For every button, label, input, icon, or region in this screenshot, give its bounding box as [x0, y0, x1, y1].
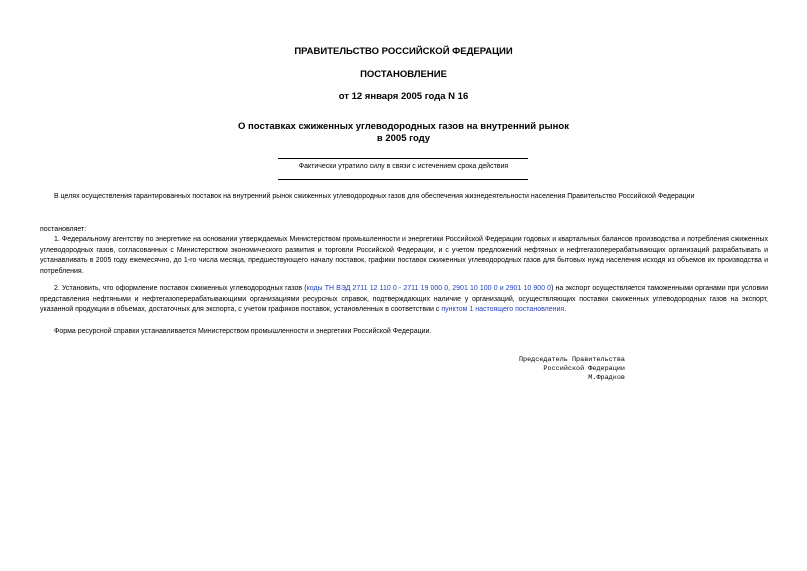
- clause-2-text-a: 2. Установить, что оформление поставок сжиженных углеводородных газов (: [54, 285, 307, 292]
- signatory-name: М.Фрадков: [588, 374, 625, 383]
- customs-codes-link[interactable]: коды ТН ВЭД 2711 12 110 0 - 2711 19 000 0, 2901 10 100 0 и 2901 10 900 0: [306, 285, 552, 292]
- status-note: Фактически утратило силу в связи с истечением срока действия: [298, 163, 509, 170]
- clause-1-reference-link[interactable]: пунктом 1 настоящего постановления: [441, 306, 565, 314]
- clause-2-text-c: .: [564, 306, 567, 314]
- signature-block: [470, 356, 625, 384]
- clause-2-text-b: ) на экспорт осуществляется таможенными органами при условии представления нефтяными и нефтегазоперерабатывающими организациями ресурсных справок, подтверждающих наличие у организаций, осуществляющих поставки сжиженных углеводородных газов на экспорт, указанной продукции в объемах, достаточных для экспорта, с учетом графиков поставок, установленных в соответствии с: [40, 285, 768, 314]
- issuer-heading: ПРАВИТЕЛЬСТВО РОССИЙСКОЙ ФЕДЕРАЦИИ: [294, 46, 513, 57]
- signatory-position-line-1: Председатель Правительства: [518, 356, 625, 364]
- status-divider-top: [278, 158, 528, 159]
- document-date-number: от 12 января 2005 года N 16: [338, 91, 469, 102]
- document-title-line-2: в 2005 году: [376, 133, 431, 144]
- preamble-paragraph: В целях осуществления гарантированных поставок на внутренний рынок сжиженных углеводородных газов для обеспечения жизнедеятельности населения Правительство Российской Федерации: [54, 193, 695, 200]
- document-title: [0, 121, 807, 145]
- clause-2-paragraph: [40, 284, 768, 316]
- document-title-line-1: О поставках сжиженных углеводородных газов на внутренний рынок: [238, 121, 569, 132]
- resource-form-paragraph: Форма ресурсной справки устанавливается Министерством промышленности и энергетики Российской Федерации.: [54, 328, 432, 335]
- status-divider-bottom: [278, 179, 528, 180]
- clause-1-paragraph: 1. Федеральному агентству по энергетике на основании утверждаемых Министерством промышленности и энергетики Российской Федерации годовых и квартальных балансов производства и потребления сжиженных углеводородных газов, согласованных с Министерством экономического развития и торговли Российской Федерации, и с учетом предложений нефтяных и нефтегазоперерабатывающих организаций разрабатывать и устанавливать в 2005 году ежемесячно, до 1-го числа месяца, предшествующего началу поставок, графики поставок сжиженных углеводородных газов для бытовых нужд населения исходя из объемов их производства и потребления.: [40, 236, 768, 275]
- signatory-position-line-2: Российской Федерации: [543, 365, 625, 374]
- decree-word: постановляет:: [40, 226, 87, 233]
- document-type-heading: ПОСТАНОВЛЕНИЕ: [360, 69, 447, 80]
